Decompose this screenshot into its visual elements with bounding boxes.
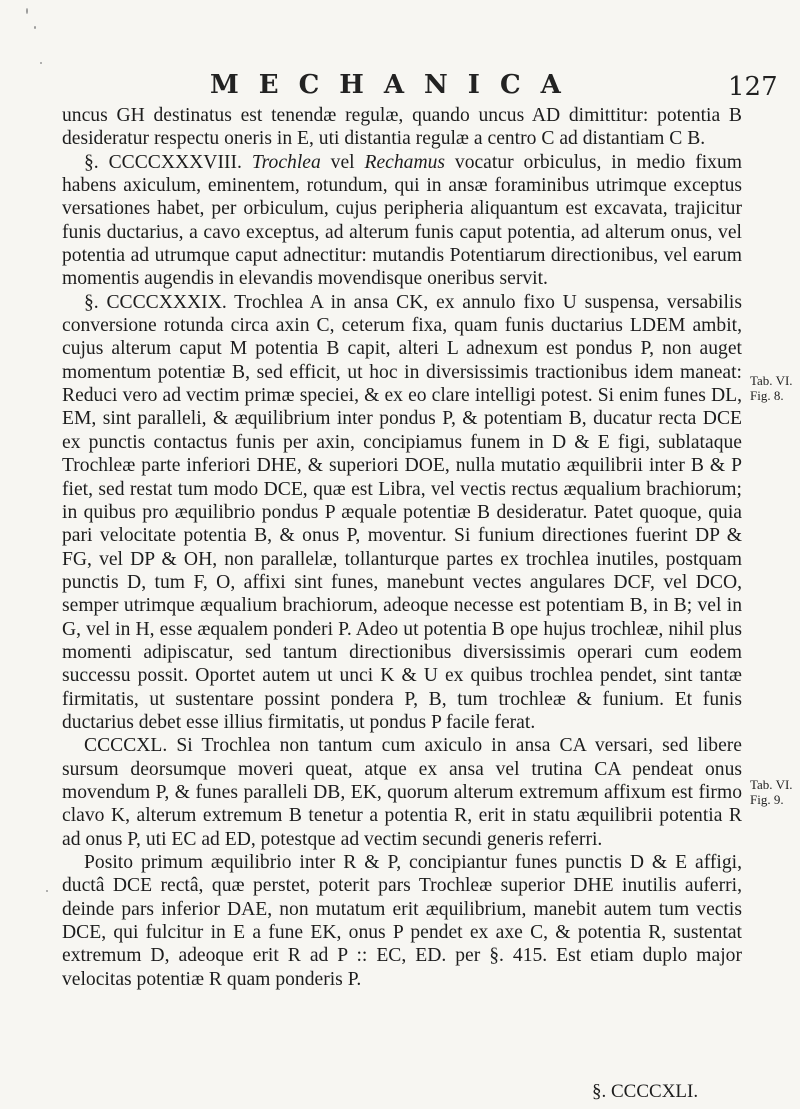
margin-note: Tab. VI. Fig. 8. <box>750 373 793 403</box>
paragraph: §. CCCCXXXVIII. Trochlea vel Rechamus vocatur orbiculus, in medio fixum habens axiculum, eminentem, rotundum, qui in ansæ foraminibus utrimque exceptus versationes habet, per orbiculum, cujus peripheria aliquantum est excavata, trajicitur funis ductarius, a cavo exceptus, ad alterum funis caput potentia, ad alterum onus, vel potentia ad utrumque caput adnectitur: mutandis Potentiarum directionibus, vel earum momentis augendis in elevandis movendisque oneribus servit. <box>62 151 743 290</box>
section-number: §. CCCCXXXVIII. <box>84 151 242 173</box>
paragraph: §. CCCCXXXIX. Trochlea A in ansa CK, ex annulo fixo U suspensa, versabilis conversione rotunda circa axin C, ceterum fixa, quam funis ductarius LDEM ambit, cujus alterum caput M potentia B capit, alteri L adnexum est pondus P, non auget momentum potentiæ B, sed efficit, ut hoc in diversissimis tractionibus idem maneat: Reduci vero ad vectim primæ speciei, & ex eo clare intelligi potest. Si enim funes DL, EM, sint paralleli, & æquilibrium inter pondus P, & potentiam B, ducatur recta DCE ex punctis contactus funis per axin, concipiamus funem in D & E figi, sublataque Trochleæ parte inferiori DHE, & superiori DOE, nulla mutatio æquilibrii inter B & P fiet, sed restat tum modo DCE, quæ est Libra, vel vectis rectus æqualium brachiorum; in quibus pro æquilibrio pondus P æquale potentiæ B desideratur. Patet quoque, quia pari velocitate potentia B, & onus P, moventur. Si funium directiones fuerint DP & FG, vel DP & OH, non parallelæ, tollanturque partes ex trochlea inutiles, postquam punctis D, tum F, O, affixi sint funes, manebunt vectes angulares DCF, vel DCO, semper utrimque æqualium brachiorum, adeoque necesse est potentiam B, in B; vel in G, vel in H, esse æqualem ponderi P. Adeo ut potentia B ope hujus trochleæ, nihil plus momenti adipiscatur, sed tantum directionibus diversissimis operari cum eodem successu possit. Oportet autem ut unci K & U ex quibus trochlea pendet, sint tantæ firmitatis, ut sustentare possint pondera P, B, tum trochleæ & funium. Et funis ductarius debet esse illius firmitatis, ut pondus P facile ferat. <box>62 291 742 733</box>
body-text <box>62 104 742 991</box>
running-title: MECHANICA <box>210 70 581 100</box>
catchword: §. CCCCXLI. <box>592 1081 699 1102</box>
paragraph: CCCCXL. Si Trochlea non tantum cum axiculo in ansa CA versari, sed libere sursum deorsumque moveri queat, atque ex ansa vel trutina CA pendeat onus movendum P, & funes paralleli DB, EK, quorum alterum extremum affixum est firmo clavo K, alterum extremum B tenetur a potentia R, erit in statu æquilibrii potentia R ad onus P, uti EC ad ED, potestque ad vectim secundi generis referri. <box>62 735 742 850</box>
term-rechamus: Rechamus <box>364 151 446 173</box>
page-number: 127 <box>728 72 778 102</box>
paper-speck <box>40 62 42 64</box>
paper-speck <box>46 890 48 892</box>
term-trochlea: Trochlea <box>251 151 321 173</box>
paper-speck <box>26 8 28 14</box>
margin-note: Tab. VI. Fig. 9. <box>750 777 793 807</box>
paragraph: uncus GH destinatus est tenendæ regulæ, quando uncus AD dimittitur: potentia B desideratur respectu oneris in E, uti distantia regulæ a centro C ad distantiam C B. <box>62 105 742 150</box>
paper-speck <box>34 26 36 29</box>
paragraph: Posito primum æquilibrio inter R & P, concipiantur funes punctis D & E affigi, ductâ DCE rectâ, quæ perstet, poterit pars Trochleæ superior DHE inutilis auferri, deinde pars inferior DAE, non mutatum erit æquilibrium, manebit autem tum vectis DCE, qui fulcitur in E a fune EK, onus P pendet ex axe C, & potentia R, sustentat extremum D, adeoque erit R ad P :: EC, ED. per §. 415. Est etiam duplo major velocitas potentiæ R quam ponderis P. <box>62 852 742 990</box>
